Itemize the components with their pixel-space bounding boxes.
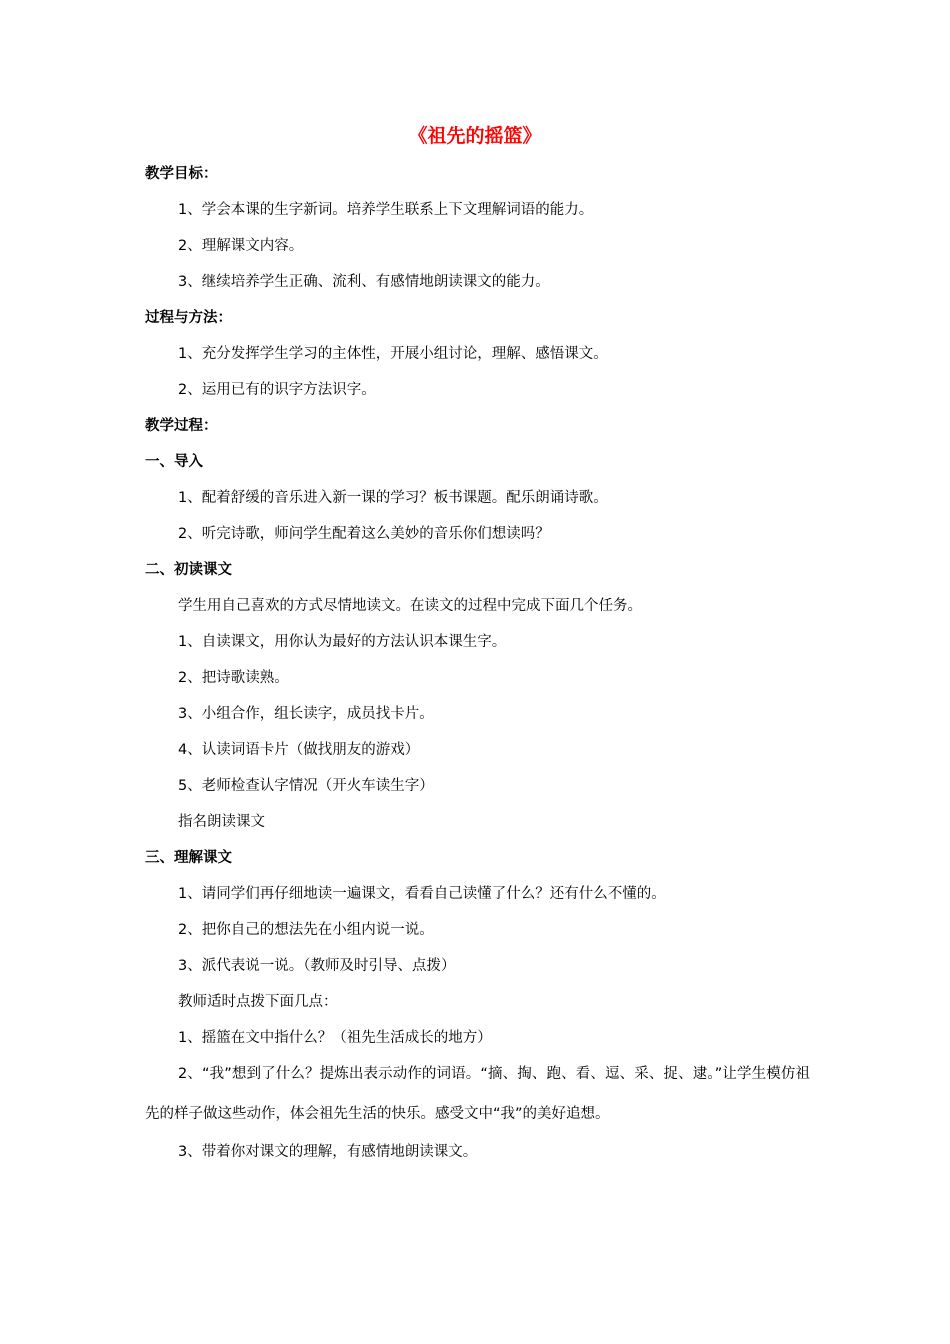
goal-item-1: 1、学会本课的生字新词。培养学生联系上下文理解词语的能力。 — [178, 202, 594, 218]
section-2-item-3: 3、小组合作，组长读字，成员找卡片。 — [178, 706, 434, 722]
section-3-heading: 三、理解课文 — [145, 850, 232, 866]
section-2-intro: 学生用自己喜欢的方式尽情地读文。在读文的过程中完成下面几个任务。 — [178, 598, 642, 614]
section-1-item-1: 1、配着舒缓的音乐进入新一课的学习？板书课题。配乐朗诵诗歌。 — [178, 490, 608, 506]
methods-heading: 过程与方法： — [145, 310, 232, 326]
section-3-item-2: 2、把你自己的想法先在小组内说一说。 — [178, 922, 434, 938]
goal-item-2: 2、理解课文内容。 — [178, 238, 304, 254]
section-2-outro: 指名朗读课文 — [178, 814, 265, 830]
method-item-1: 1、充分发挥学生学习的主体性，开展小组讨论，理解、感悟课文。 — [178, 346, 608, 362]
section-2-heading: 二、初读课文 — [145, 562, 232, 578]
section-3-item-3: 3、派代表说一说。（教师及时引导、点拨） — [178, 958, 456, 974]
section-2-item-1: 1、自读课文，用你认为最好的方法认识本课生字。 — [178, 634, 507, 650]
goal-item-3: 3、继续培养学生正确、流利、有感情地朗读课文的能力。 — [178, 274, 550, 290]
section-2-item-2: 2、把诗歌读熟。 — [178, 670, 289, 686]
section-3-point-3: 3、带着你对课文的理解，有感情地朗读课文。 — [178, 1144, 478, 1160]
section-2-item-4: 4、认读词语卡片（做找朋友的游戏） — [178, 742, 420, 758]
document-title: 《祖先的摇篮》 — [408, 125, 542, 147]
section-1-heading: 一、导入 — [145, 454, 203, 470]
goals-heading: 教学目标： — [145, 166, 218, 182]
section-3-guide: 教师适时点拨下面几点： — [178, 994, 338, 1010]
process-heading: 教学过程： — [145, 418, 218, 434]
document-body — [145, 160, 810, 1174]
section-3-point-2: 2、“我”想到了什么？提炼出表示动作的词语。“摘、掏、跑、看、逗、采、捉、逮。”让学生模仿祖先的样子做这些动作，体会祖先生活的快乐。感受文中“我”的美好追想。 — [145, 1066, 810, 1122]
section-3-point-1: 1、摇篮在文中指什么？（祖先生活成长的地方） — [178, 1030, 492, 1046]
method-item-2: 2、运用已有的识字方法识字。 — [178, 382, 376, 398]
section-3-item-1: 1、请同学们再仔细地读一遍课文，看看自己读懂了什么？还有什么不懂的。 — [178, 886, 666, 902]
section-2-item-5: 5、老师检查认字情况（开火车读生字） — [178, 778, 434, 794]
section-1-item-2: 2、听完诗歌，师问学生配着这么美妙的音乐你们想读吗？ — [178, 526, 550, 542]
